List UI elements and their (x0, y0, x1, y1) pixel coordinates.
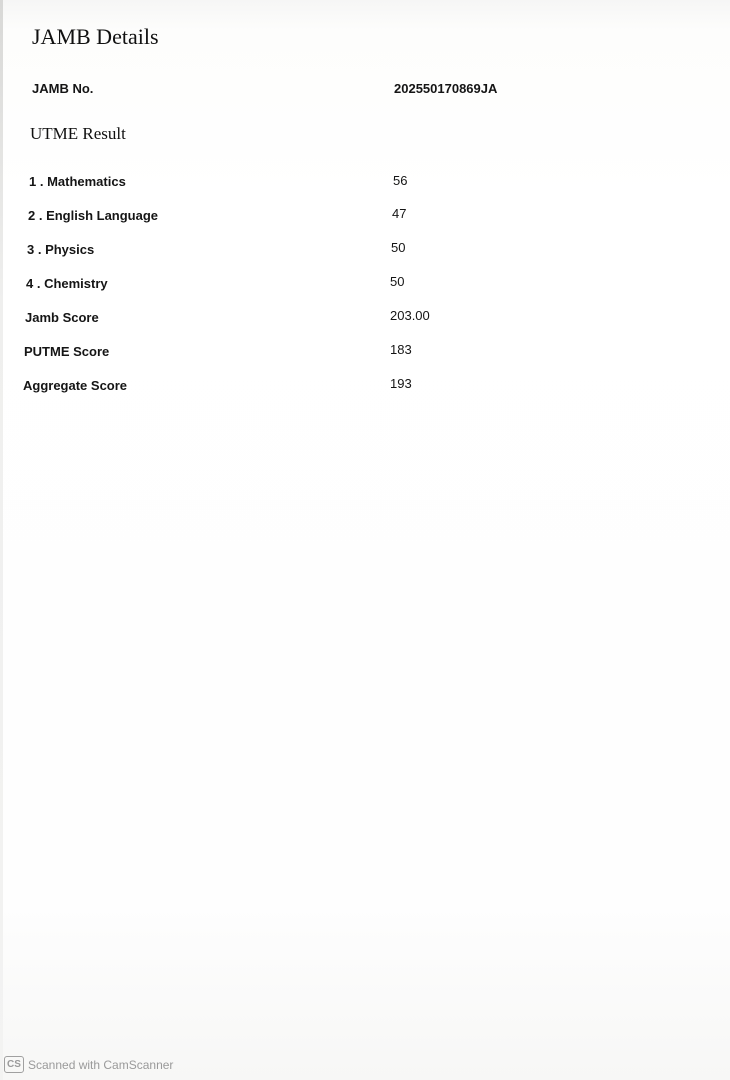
jamb-score-label: Jamb Score (25, 310, 99, 325)
utme-result-heading: UTME Result (30, 124, 126, 143)
camscanner-text: Scanned with CamScanner (28, 1057, 174, 1072)
putme-score-label: PUTME Score (24, 344, 110, 359)
subject-score-chemistry: 50 (390, 274, 405, 289)
page-edge-shadow (0, 0, 3, 1080)
aggregate-score-value: 193 (390, 376, 412, 391)
subject-label-chemistry: 4 . Chemistry (26, 276, 108, 291)
aggregate-score-label: Aggregate Score (23, 378, 128, 393)
subject-score-physics: 50 (391, 240, 406, 255)
jamb-details-title: JAMB Details (32, 24, 159, 49)
subject-label-physics: 3 . Physics (27, 242, 95, 257)
camscanner-logo-icon: CS (4, 1056, 24, 1073)
camscanner-watermark (4, 1056, 173, 1073)
putme-score-value: 183 (390, 342, 412, 357)
subject-label-english: 2 . English Language (28, 208, 159, 223)
subject-score-english: 47 (392, 206, 407, 221)
jamb-no-value: 202550170869JA (394, 81, 498, 96)
subject-label-mathematics: 1 . Mathematics (29, 174, 126, 189)
jamb-no-label: JAMB No. (32, 81, 94, 96)
subject-score-mathematics: 56 (393, 173, 408, 188)
jamb-score-value: 203.00 (390, 308, 430, 323)
